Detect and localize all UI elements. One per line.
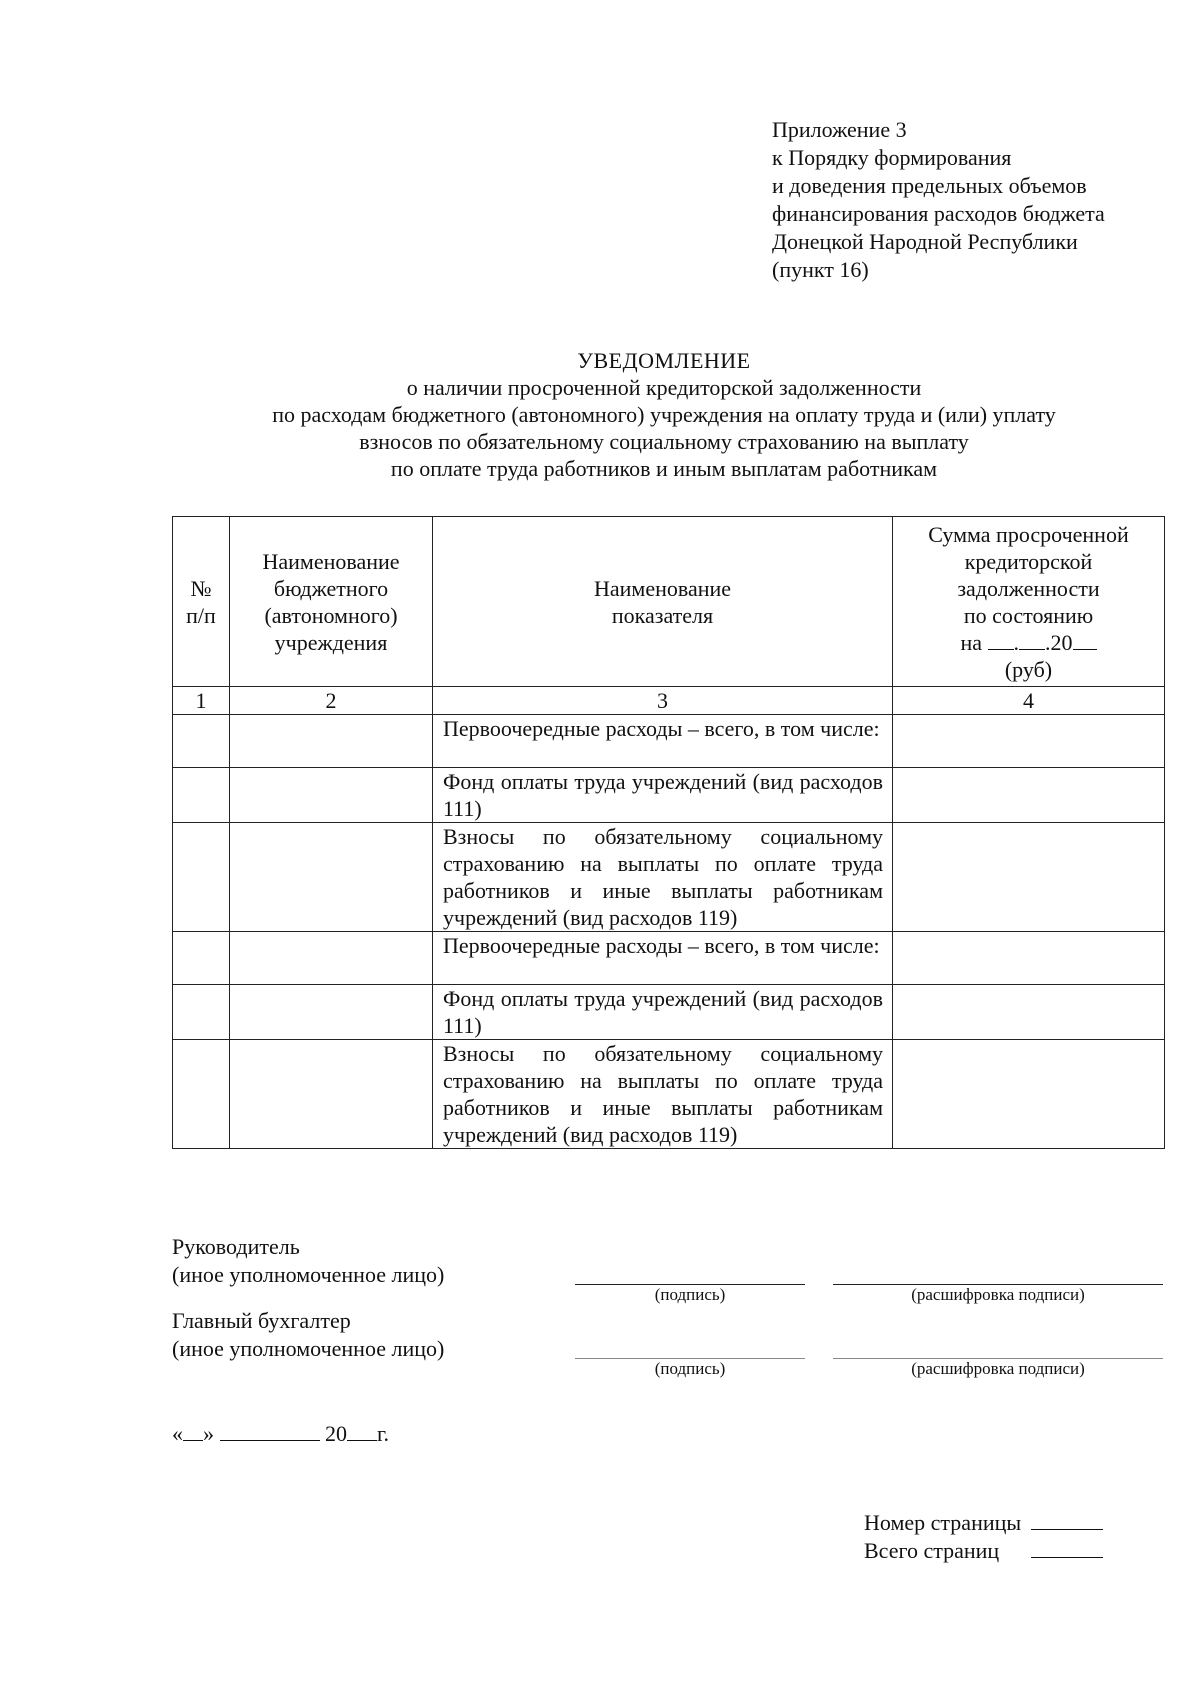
table-row [173,823,1165,932]
date-sep: . [1013,629,1020,655]
page-number-field[interactable] [1031,1507,1103,1530]
amount-cell[interactable] [893,715,1165,768]
table-row [173,932,1165,985]
header-indicator [433,517,893,687]
date-day-blank [988,629,1014,650]
appendix-line: к Порядку формирования [772,145,1012,170]
head-subtitle: (иное уполномоченное лицо) [172,1262,445,1287]
header-text: п/п [186,602,216,628]
accountant-decoding-caption: (расшифровка подписи) [911,1359,1085,1378]
header-text: Сумма просроченной [928,521,1129,547]
institution-cell[interactable] [230,715,433,768]
column-number: 1 [173,687,230,715]
date-open-quote: « [172,1421,183,1446]
header-text: по состоянию [963,602,1094,628]
appendix-line: Донецкой Народной Республики [772,229,1078,254]
amount-cell[interactable] [893,1040,1165,1149]
date-prefix: на [960,629,988,655]
header-text: (автономного) [264,602,398,628]
row-number-cell[interactable] [173,1040,230,1149]
date-close-quote: » [203,1421,214,1446]
table-header-row [173,517,1165,687]
header-text: бюджетного [273,575,389,601]
institution-cell[interactable] [230,932,433,985]
page-number-line [864,1507,1103,1537]
header-text: кредиторской [964,548,1093,574]
table-row [173,715,1165,768]
page-number-label: Номер страницы [864,1510,1022,1535]
head-title: Руководитель [172,1234,300,1259]
head-label [172,1233,444,1289]
date-month-field[interactable] [220,1418,320,1441]
indicator-cell: Первоочередные расходы – всего, в том числе: [433,715,893,768]
title-main: УВЕДОМЛЕНИЕ [577,348,751,373]
title-line: по оплате труда работников и иным выплатам работникам [390,456,938,481]
appendix-line: финансирования расходов бюджета [772,201,1105,226]
date-year-field[interactable] [347,1418,377,1441]
appendix-header [772,116,1192,284]
appendix-line: и доведения предельных объемов [772,173,1087,198]
header-text: учреждения [274,629,388,655]
institution-cell[interactable] [230,1040,433,1149]
total-pages-line [864,1535,1103,1565]
institution-cell[interactable] [230,985,433,1040]
header-number [173,517,230,687]
header-text: № [190,575,212,601]
date-year-prefix: .20 [1045,629,1073,655]
date-line [172,1418,389,1448]
accountant-label [172,1307,444,1363]
date-year-suffix: г. [377,1421,390,1446]
column-number: 2 [230,687,433,715]
institution-cell[interactable] [230,768,433,823]
table-row [173,1040,1165,1149]
amount-cell[interactable] [893,768,1165,823]
indicator-cell: Фонд оплаты труда учреждений (вид расходов 111) [433,768,893,823]
header-text: задолженности [957,575,1100,601]
row-number-cell[interactable] [173,823,230,932]
column-numbers-row [173,687,1165,715]
accountant-signature-caption: (подпись) [654,1359,726,1378]
title-line: взносов по обязательному социальному страхованию на выплату [359,429,969,454]
title-line: о наличии просроченной кредиторской задолженности [406,375,922,400]
header-text: показателя [611,602,714,628]
date-day-field[interactable] [183,1418,203,1441]
amount-cell[interactable] [893,932,1165,985]
row-number-cell[interactable] [173,768,230,823]
header-unit: (руб) [1004,656,1053,682]
accountant-title: Главный бухгалтер [172,1308,351,1333]
document-title [172,347,1156,482]
title-line: по расходам бюджетного (автономного) учреждения на оплату труда и (или) уплату [272,402,1056,427]
amount-cell[interactable] [893,985,1165,1040]
total-pages-field[interactable] [1031,1535,1103,1558]
header-date-line [893,629,1164,656]
table-row [173,768,1165,823]
total-pages-label: Всего страниц [864,1538,1000,1563]
indicator-cell: Взносы по обязательному социальному страхованию на выплаты по оплате труда работников и иные выплаты работникам учреждений (вид расходов 119) [433,823,893,932]
indicator-cell: Первоочередные расходы – всего, в том числе: [433,932,893,985]
date-month-blank [1019,629,1045,650]
column-number: 4 [893,687,1165,715]
header-institution [230,517,433,687]
header-amount [893,517,1165,687]
row-number-cell[interactable] [173,932,230,985]
header-text: Наименование [262,548,400,574]
amount-cell[interactable] [893,823,1165,932]
indicator-cell: Фонд оплаты труда учреждений (вид расходов 111) [433,985,893,1040]
debt-table [172,516,1165,1149]
date-year-blank [1073,629,1097,650]
column-number: 3 [433,687,893,715]
row-number-cell[interactable] [173,985,230,1040]
date-year-prefix: 20 [325,1421,347,1446]
accountant-subtitle: (иное уполномоченное лицо) [172,1336,445,1361]
head-decoding-caption: (расшифровка подписи) [911,1285,1085,1304]
table-row [173,985,1165,1040]
appendix-line: (пункт 16) [772,257,869,282]
row-number-cell[interactable] [173,715,230,768]
institution-cell[interactable] [230,823,433,932]
header-text: Наименование [593,575,732,601]
head-signature-caption: (подпись) [654,1285,726,1304]
appendix-line: Приложение 3 [772,117,907,142]
indicator-cell: Взносы по обязательному социальному страхованию на выплаты по оплате труда работников и иные выплаты работникам учреждений (вид расходов 119) [433,1040,893,1149]
